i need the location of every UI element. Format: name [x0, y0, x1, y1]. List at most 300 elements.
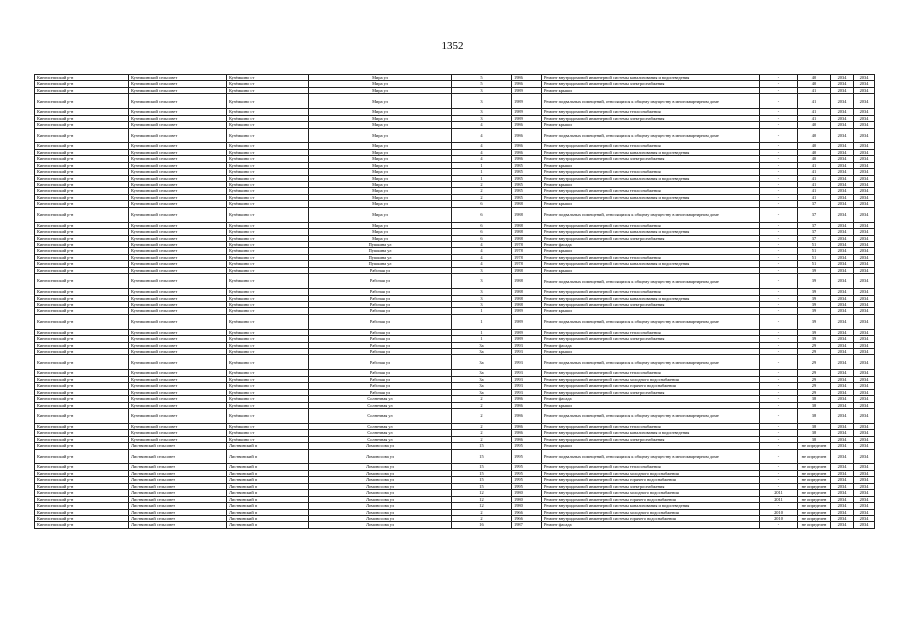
plan-start-cell: 2034	[831, 156, 854, 162]
year-cell: 1980	[512, 496, 542, 502]
work-cell: Ремонт внутридомовой инженерной системы электроснабжения	[542, 389, 760, 395]
completed-cell: -	[760, 314, 798, 329]
term-cell: не определен	[798, 516, 831, 522]
house-cell: 1	[452, 169, 512, 175]
locality-cell: Кузёмкино ст	[227, 402, 309, 408]
term-cell: не определен	[798, 483, 831, 489]
completed-cell: -	[760, 396, 798, 402]
plan-start-cell: 2034	[831, 128, 854, 143]
settlement-cell: Куземкинский сельсовет	[129, 329, 227, 335]
house-cell: 6	[452, 201, 512, 207]
term-cell: 40	[798, 149, 831, 155]
district-cell: Кингисеппский р-н	[35, 430, 129, 436]
work-cell: Ремонт подвальных помещений, относящихся к общему имуществу в многоквартирном доме	[542, 94, 760, 109]
term-cell: 39	[798, 295, 831, 301]
work-cell: Ремонт внутридомовой инженерной системы электроснабжения	[542, 156, 760, 162]
table-row	[35, 128, 875, 143]
completed-cell: 2011	[760, 496, 798, 502]
house-cell: 5	[452, 81, 512, 87]
plan-end-cell: 2034	[854, 295, 875, 301]
district-cell: Кингисеппский р-н	[35, 201, 129, 207]
house-cell: 2	[452, 194, 512, 200]
work-cell: Ремонт внутридомовой инженерной системы теплоснабжения	[542, 464, 760, 470]
locality-cell: Кузёмкино ст	[227, 248, 309, 254]
settlement-cell: Листвинский сельсовет	[129, 477, 227, 483]
settlement-cell: Куземкинский сельсовет	[129, 229, 227, 235]
completed-cell: -	[760, 149, 798, 155]
plan-start-cell: 2034	[831, 194, 854, 200]
house-cell: 15	[452, 477, 512, 483]
district-cell: Кингисеппский р-н	[35, 162, 129, 168]
completed-cell: -	[760, 477, 798, 483]
plan-end-cell: 2034	[854, 389, 875, 395]
work-cell: Ремонт внутридомовой инженерной системы горячего водоснабжения	[542, 516, 760, 522]
house-cell: 12	[452, 503, 512, 509]
plan-end-cell: 2034	[854, 235, 875, 241]
completed-cell: -	[760, 235, 798, 241]
settlement-cell: Куземкинский сельсовет	[129, 402, 227, 408]
year-cell: 1989	[512, 87, 542, 93]
settlement-cell: Куземкинский сельсовет	[129, 235, 227, 241]
completed-cell: 2011	[760, 490, 798, 496]
house-cell: 3	[452, 295, 512, 301]
locality-cell: Кузёмкино ст	[227, 261, 309, 267]
term-cell: 40	[798, 81, 831, 87]
year-cell: 1988	[512, 207, 542, 222]
year-cell: 1978	[512, 248, 542, 254]
settlement-cell: Куземкинский сельсовет	[129, 94, 227, 109]
plan-start-cell: 2034	[831, 376, 854, 382]
year-cell: 1993	[512, 370, 542, 376]
plan-end-cell: 2034	[854, 449, 875, 464]
year-cell: 1988	[512, 274, 542, 289]
house-cell: 15	[452, 443, 512, 449]
house-cell: 6	[452, 222, 512, 228]
completed-cell: -	[760, 449, 798, 464]
plan-end-cell: 2034	[854, 248, 875, 254]
year-cell: 1978	[512, 261, 542, 267]
work-cell: Ремонт внутридомовой инженерной системы электроснабжения	[542, 81, 760, 87]
house-cell: 15	[452, 464, 512, 470]
year-cell: 1995	[512, 449, 542, 464]
plan-end-cell: 2034	[854, 242, 875, 248]
plan-start-cell: 2034	[831, 143, 854, 149]
house-cell: 12	[452, 496, 512, 502]
completed-cell: -	[760, 436, 798, 442]
district-cell: Кингисеппский р-н	[35, 295, 129, 301]
work-cell: Ремонт подвальных помещений, относящихся к общему имуществу в многоквартирном доме	[542, 409, 760, 424]
plan-start-cell: 2034	[831, 94, 854, 109]
term-cell: 29	[798, 389, 831, 395]
street-cell: Рабочая ул	[309, 329, 452, 335]
plan-end-cell: 2034	[854, 75, 875, 81]
completed-cell: -	[760, 75, 798, 81]
street-cell: Мира ул	[309, 75, 452, 81]
plan-start-cell: 2034	[831, 75, 854, 81]
completed-cell: -	[760, 109, 798, 115]
district-cell: Кингисеппский р-н	[35, 308, 129, 314]
plan-start-cell: 2034	[831, 443, 854, 449]
work-cell: Ремонт внутридомовой инженерной системы канализования и водоотведения	[542, 194, 760, 200]
district-cell: Кингисеппский р-н	[35, 389, 129, 395]
year-cell: 1985	[512, 194, 542, 200]
plan-start-cell: 2034	[831, 430, 854, 436]
work-cell: Ремонт внутридомовой инженерной системы электроснабжения	[542, 336, 760, 342]
house-cell: 2	[452, 182, 512, 188]
house-cell: 4	[452, 122, 512, 128]
term-cell: 39	[798, 308, 831, 314]
settlement-cell: Листвинский сельсовет	[129, 509, 227, 515]
locality-cell: Листвинский п	[227, 470, 309, 476]
plan-end-cell: 2034	[854, 207, 875, 222]
year-cell: 1988	[512, 229, 542, 235]
plan-end-cell: 2034	[854, 336, 875, 342]
house-cell: 1	[452, 314, 512, 329]
locality-cell: Кузёмкино ст	[227, 94, 309, 109]
locality-cell: Кузёмкино ст	[227, 383, 309, 389]
completed-cell: -	[760, 503, 798, 509]
year-cell: 1989	[512, 314, 542, 329]
locality-cell: Листвинский п	[227, 522, 309, 528]
locality-cell: Кузёмкино ст	[227, 169, 309, 175]
plan-end-cell: 2034	[854, 254, 875, 260]
house-cell: 15	[452, 483, 512, 489]
year-cell: 1986	[512, 122, 542, 128]
year-cell: 1989	[512, 336, 542, 342]
work-cell: Ремонт внутридомовой инженерной системы канализования и водоотведения	[542, 149, 760, 155]
year-cell: 1966	[512, 509, 542, 515]
plan-start-cell: 2034	[831, 370, 854, 376]
plan-start-cell: 2034	[831, 423, 854, 429]
plan-end-cell: 2034	[854, 496, 875, 502]
house-cell: 5	[452, 75, 512, 81]
completed-cell: -	[760, 464, 798, 470]
settlement-cell: Куземкинский сельсовет	[129, 207, 227, 222]
settlement-cell: Листвинский сельсовет	[129, 516, 227, 522]
term-cell: не определен	[798, 522, 831, 528]
term-cell: 37	[798, 201, 831, 207]
street-cell: Пушкина ул	[309, 254, 452, 260]
street-cell: Рабочая ул	[309, 342, 452, 348]
locality-cell: Кузёмкино ст	[227, 75, 309, 81]
plan-end-cell: 2034	[854, 122, 875, 128]
settlement-cell: Листвинский сельсовет	[129, 522, 227, 528]
district-cell: Кингисеппский р-н	[35, 122, 129, 128]
plan-end-cell: 2034	[854, 355, 875, 370]
street-cell: Ломоносова ул	[309, 490, 452, 496]
settlement-cell: Куземкинский сельсовет	[129, 409, 227, 424]
plan-start-cell: 2034	[831, 248, 854, 254]
locality-cell: Кузёмкино ст	[227, 128, 309, 143]
term-cell: 41	[798, 169, 831, 175]
year-cell: 1988	[512, 267, 542, 273]
locality-cell: Листвинский п	[227, 490, 309, 496]
street-cell: Рабочая ул	[309, 349, 452, 355]
plan-start-cell: 2034	[831, 235, 854, 241]
table-row	[35, 355, 875, 370]
year-cell: 1989	[512, 109, 542, 115]
plan-start-cell: 2034	[831, 503, 854, 509]
term-cell: не определен	[798, 496, 831, 502]
house-cell: 2	[452, 436, 512, 442]
district-cell: Кингисеппский р-н	[35, 128, 129, 143]
house-cell: 3	[452, 289, 512, 295]
street-cell: Мира ул	[309, 87, 452, 93]
year-cell: 1978	[512, 242, 542, 248]
completed-cell: -	[760, 443, 798, 449]
house-cell: 2	[452, 516, 512, 522]
district-cell: Кингисеппский р-н	[35, 301, 129, 307]
district-cell: Кингисеппский р-н	[35, 267, 129, 273]
house-cell: 2	[452, 409, 512, 424]
plan-end-cell: 2034	[854, 162, 875, 168]
district-cell: Кингисеппский р-н	[35, 483, 129, 489]
plan-start-cell: 2034	[831, 229, 854, 235]
settlement-cell: Куземкинский сельсовет	[129, 81, 227, 87]
work-cell: Ремонт внутридомовой инженерной системы теплоснабжения	[542, 143, 760, 149]
locality-cell: Кузёмкино ст	[227, 342, 309, 348]
completed-cell: -	[760, 182, 798, 188]
house-cell: 3	[452, 87, 512, 93]
term-cell: не определен	[798, 509, 831, 515]
plan-start-cell: 2034	[831, 389, 854, 395]
district-cell: Кингисеппский р-н	[35, 87, 129, 93]
plan-end-cell: 2034	[854, 81, 875, 87]
table-row	[35, 314, 875, 329]
settlement-cell: Куземкинский сельсовет	[129, 149, 227, 155]
completed-cell: -	[760, 162, 798, 168]
term-cell: 41	[798, 182, 831, 188]
house-cell: 2	[452, 188, 512, 194]
term-cell: 41	[798, 188, 831, 194]
work-cell: Ремонт внутридомовой инженерной системы теплоснабжения	[542, 423, 760, 429]
term-cell: 39	[798, 289, 831, 295]
term-cell: 38	[798, 396, 831, 402]
work-cell: Ремонт внутридомовой инженерной системы электроснабжения	[542, 483, 760, 489]
completed-cell: -	[760, 175, 798, 181]
street-cell: Солнечная ул	[309, 409, 452, 424]
settlement-cell: Куземкинский сельсовет	[129, 188, 227, 194]
plan-end-cell: 2034	[854, 289, 875, 295]
year-cell: 1989	[512, 115, 542, 121]
plan-end-cell: 2034	[854, 222, 875, 228]
work-cell: Ремонт подвальных помещений, относящихся к общему имуществу в многоквартирном доме	[542, 314, 760, 329]
year-cell: 1985	[512, 162, 542, 168]
plan-end-cell: 2034	[854, 169, 875, 175]
work-cell: Ремонт внутридомовой инженерной системы электроснабжения	[542, 235, 760, 241]
district-cell: Кингисеппский р-н	[35, 235, 129, 241]
locality-cell: Листвинский п	[227, 464, 309, 470]
work-cell: Ремонт крыши	[542, 267, 760, 273]
locality-cell: Листвинский п	[227, 496, 309, 502]
term-cell: 39	[798, 329, 831, 335]
plan-start-cell: 2034	[831, 175, 854, 181]
plan-end-cell: 2034	[854, 409, 875, 424]
district-cell: Кингисеппский р-н	[35, 396, 129, 402]
street-cell: Ломоносова ул	[309, 483, 452, 489]
street-cell: Мира ул	[309, 115, 452, 121]
house-cell: 2	[452, 402, 512, 408]
street-cell: Мира ул	[309, 201, 452, 207]
settlement-cell: Куземкинский сельсовет	[129, 242, 227, 248]
plan-start-cell: 2034	[831, 261, 854, 267]
term-cell: 38	[798, 436, 831, 442]
term-cell: не определен	[798, 490, 831, 496]
plan-end-cell: 2034	[854, 464, 875, 470]
district-cell: Кингисеппский р-н	[35, 329, 129, 335]
district-cell: Кингисеппский р-н	[35, 156, 129, 162]
street-cell: Пушкина ул	[309, 242, 452, 248]
year-cell: 1986	[512, 409, 542, 424]
house-cell: 4	[452, 261, 512, 267]
house-cell: 3	[452, 109, 512, 115]
street-cell: Мира ул	[309, 156, 452, 162]
year-cell: 1985	[512, 188, 542, 194]
street-cell: Ломоносова ул	[309, 443, 452, 449]
work-cell: Ремонт внутридомовой инженерной системы теплоснабжения	[542, 222, 760, 228]
completed-cell: -	[760, 470, 798, 476]
completed-cell: -	[760, 229, 798, 235]
settlement-cell: Куземкинский сельсовет	[129, 289, 227, 295]
year-cell: 1989	[512, 329, 542, 335]
settlement-cell: Куземкинский сельсовет	[129, 349, 227, 355]
year-cell: 1987	[512, 522, 542, 528]
plan-start-cell: 2034	[831, 522, 854, 528]
settlement-cell: Куземкинский сельсовет	[129, 370, 227, 376]
street-cell: Мира ул	[309, 149, 452, 155]
year-cell: 1993	[512, 355, 542, 370]
street-cell: Мира ул	[309, 162, 452, 168]
plan-end-cell: 2034	[854, 349, 875, 355]
completed-cell: -	[760, 409, 798, 424]
district-cell: Кингисеппский р-н	[35, 149, 129, 155]
year-cell: 1986	[512, 423, 542, 429]
work-cell: Ремонт фасада	[542, 522, 760, 528]
term-cell: не определен	[798, 503, 831, 509]
settlement-cell: Листвинский сельсовет	[129, 449, 227, 464]
plan-start-cell: 2034	[831, 509, 854, 515]
locality-cell: Кузёмкино ст	[227, 254, 309, 260]
term-cell: 29	[798, 349, 831, 355]
work-cell: Ремонт внутридомовой инженерной системы канализования и водоотведения	[542, 430, 760, 436]
year-cell: 1989	[512, 94, 542, 109]
term-cell: 51	[798, 261, 831, 267]
plan-start-cell: 2034	[831, 267, 854, 273]
plan-end-cell: 2034	[854, 522, 875, 528]
table-row	[35, 522, 875, 528]
street-cell: Ломоносова ул	[309, 516, 452, 522]
district-cell: Кингисеппский р-н	[35, 207, 129, 222]
term-cell: 40	[798, 143, 831, 149]
term-cell: 51	[798, 242, 831, 248]
year-cell: 1986	[512, 143, 542, 149]
table-row	[35, 94, 875, 109]
completed-cell: -	[760, 248, 798, 254]
house-cell: 3а	[452, 355, 512, 370]
district-cell: Кингисеппский р-н	[35, 261, 129, 267]
term-cell: 51	[798, 254, 831, 260]
plan-start-cell: 2034	[831, 289, 854, 295]
term-cell: 40	[798, 128, 831, 143]
term-cell: 37	[798, 229, 831, 235]
house-cell: 3	[452, 274, 512, 289]
locality-cell: Листвинский п	[227, 483, 309, 489]
house-cell: 4	[452, 149, 512, 155]
settlement-cell: Куземкинский сельсовет	[129, 274, 227, 289]
plan-start-cell: 2034	[831, 483, 854, 489]
plan-start-cell: 2034	[831, 464, 854, 470]
district-cell: Кингисеппский р-н	[35, 109, 129, 115]
locality-cell: Листвинский п	[227, 516, 309, 522]
locality-cell: Кузёмкино ст	[227, 109, 309, 115]
street-cell: Солнечная ул	[309, 430, 452, 436]
term-cell: 39	[798, 267, 831, 273]
page-number: 1352	[441, 40, 464, 52]
table-row	[35, 409, 875, 424]
completed-cell: -	[760, 308, 798, 314]
house-cell: 3	[452, 301, 512, 307]
completed-cell: -	[760, 336, 798, 342]
term-cell: 38	[798, 430, 831, 436]
district-cell: Кингисеппский р-н	[35, 94, 129, 109]
plan-start-cell: 2034	[831, 409, 854, 424]
completed-cell: -	[760, 156, 798, 162]
plan-start-cell: 2034	[831, 207, 854, 222]
term-cell: не определен	[798, 477, 831, 483]
work-cell: Ремонт внутридомовой инженерной системы электроснабжения	[542, 436, 760, 442]
plan-end-cell: 2034	[854, 376, 875, 382]
locality-cell: Кузёмкино ст	[227, 229, 309, 235]
year-cell: 1986	[512, 396, 542, 402]
locality-cell: Кузёмкино ст	[227, 329, 309, 335]
district-cell: Кингисеппский р-н	[35, 443, 129, 449]
settlement-cell: Куземкинский сельсовет	[129, 109, 227, 115]
completed-cell: -	[760, 301, 798, 307]
year-cell: 1988	[512, 289, 542, 295]
work-cell: Ремонт внутридомовой инженерной системы холодного водоснабжения	[542, 490, 760, 496]
street-cell: Мира ул	[309, 109, 452, 115]
plan-end-cell: 2034	[854, 483, 875, 489]
settlement-cell: Листвинский сельсовет	[129, 443, 227, 449]
work-cell: Ремонт крыши	[542, 443, 760, 449]
house-cell: 4	[452, 254, 512, 260]
plan-end-cell: 2034	[854, 182, 875, 188]
street-cell: Пушкина ул	[309, 248, 452, 254]
completed-cell: -	[760, 383, 798, 389]
district-cell: Кингисеппский р-н	[35, 349, 129, 355]
plan-end-cell: 2034	[854, 109, 875, 115]
year-cell: 1985	[512, 175, 542, 181]
completed-cell: -	[760, 188, 798, 194]
district-cell: Кингисеппский р-н	[35, 423, 129, 429]
street-cell: Мира ул	[309, 182, 452, 188]
plan-start-cell: 2034	[831, 109, 854, 115]
house-cell: 1	[452, 336, 512, 342]
work-cell: Ремонт крыши	[542, 162, 760, 168]
locality-cell: Кузёмкино ст	[227, 295, 309, 301]
settlement-cell: Куземкинский сельсовет	[129, 342, 227, 348]
house-cell: 3а	[452, 342, 512, 348]
locality-cell: Кузёмкино ст	[227, 207, 309, 222]
locality-cell: Кузёмкино ст	[227, 430, 309, 436]
district-cell: Кингисеппский р-н	[35, 81, 129, 87]
locality-cell: Кузёмкино ст	[227, 396, 309, 402]
work-cell: Ремонт внутридомовой инженерной системы канализования и водоотведения	[542, 229, 760, 235]
term-cell: не определен	[798, 443, 831, 449]
term-cell: 29	[798, 376, 831, 382]
plan-start-cell: 2034	[831, 516, 854, 522]
locality-cell: Кузёмкино ст	[227, 122, 309, 128]
